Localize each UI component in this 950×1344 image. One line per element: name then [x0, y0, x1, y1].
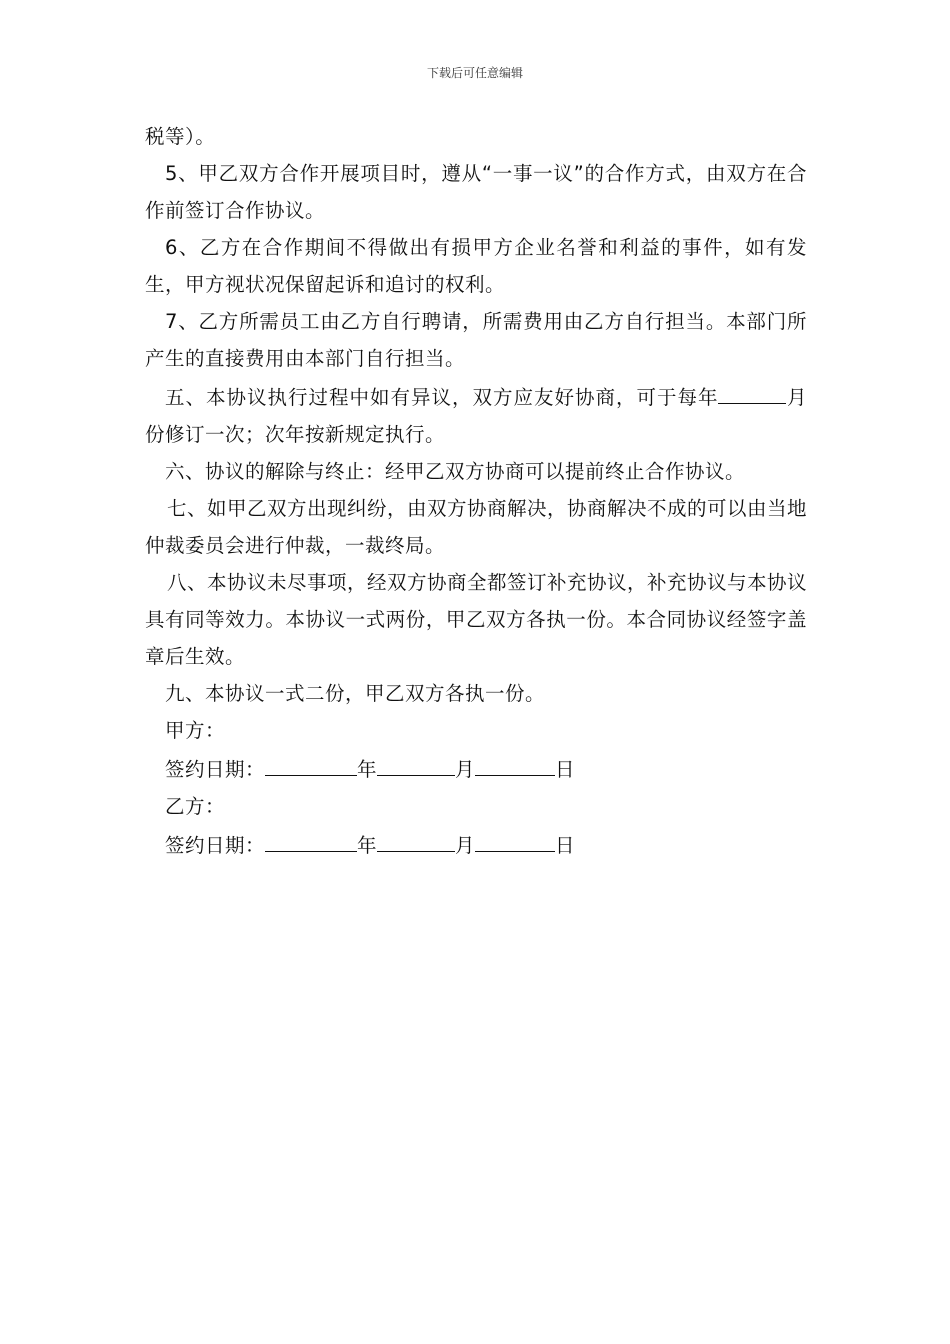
date-label: 签约日期： [165, 758, 266, 781]
party-b-date-line [145, 825, 807, 864]
day-unit: 日 [555, 834, 576, 857]
day-unit: 日 [555, 758, 576, 781]
month-unit: 月 [455, 834, 476, 857]
day-blank [475, 749, 555, 776]
month-blank-line-1 [718, 377, 752, 404]
day-blank [475, 825, 555, 852]
year-unit: 年 [357, 758, 378, 781]
party-b-label: 乙方： [165, 795, 226, 818]
document-body [145, 118, 807, 864]
month-unit: 月 [455, 758, 476, 781]
paragraph-section-six: 六、协议的解除与终止：经甲乙双方协商可以提前终止合作协议。 [165, 460, 746, 483]
section-five-text-b: 月份修订一次；次年按新规定执行。 [145, 386, 807, 446]
month-blank-line-2 [752, 377, 786, 404]
party-a-date-line [145, 749, 807, 788]
year-unit: 年 [357, 834, 378, 857]
section-five-text-a: 五、本协议执行过程中如有异议，双方应友好协商，可于每年 [165, 386, 719, 409]
party-a-label: 甲方： [165, 719, 226, 742]
paragraph-tax-end: 税等）。 [145, 125, 216, 148]
paragraph-item-5: 5、甲乙双方合作开展项目时，遵从“一事一议”的合作方式，由双方在合作前签订合作协议。 [145, 162, 807, 222]
date-label: 签约日期： [165, 834, 266, 857]
paragraph-item-6: 6、乙方在合作期间不得做出有损甲方企业名誉和利益的事件，如有发生，甲方视状况保留起诉和追讨的权利。 [145, 236, 807, 296]
paragraph-section-seven: 七、如甲乙双方出现纠纷，由双方协商解决，协商解决不成的可以由当地仲裁委员会进行仲裁，一裁终局。 [145, 497, 808, 557]
paragraph-section-nine: 九、本协议一式二份，甲乙双方各执一份。 [165, 682, 546, 705]
paragraph-section-five [145, 377, 807, 453]
page-header: 下载后可任意编辑 [426, 66, 523, 80]
paragraph-item-7: 7、乙方所需员工由乙方自行聘请，所需费用由乙方自行担当。本部门所产生的直接费用由本部门自行担当。 [145, 310, 807, 370]
year-blank [265, 749, 357, 776]
paragraph-section-eight: 八、本协议未尽事项，经双方协商全都签订补充协议，补充协议与本协议具有同等效力。本协议一式两份，甲乙双方各执一份。本合同协议经签字盖章后生效。 [145, 571, 808, 668]
year-blank [265, 825, 357, 852]
month-blank [377, 749, 455, 776]
month-blank [377, 825, 455, 852]
